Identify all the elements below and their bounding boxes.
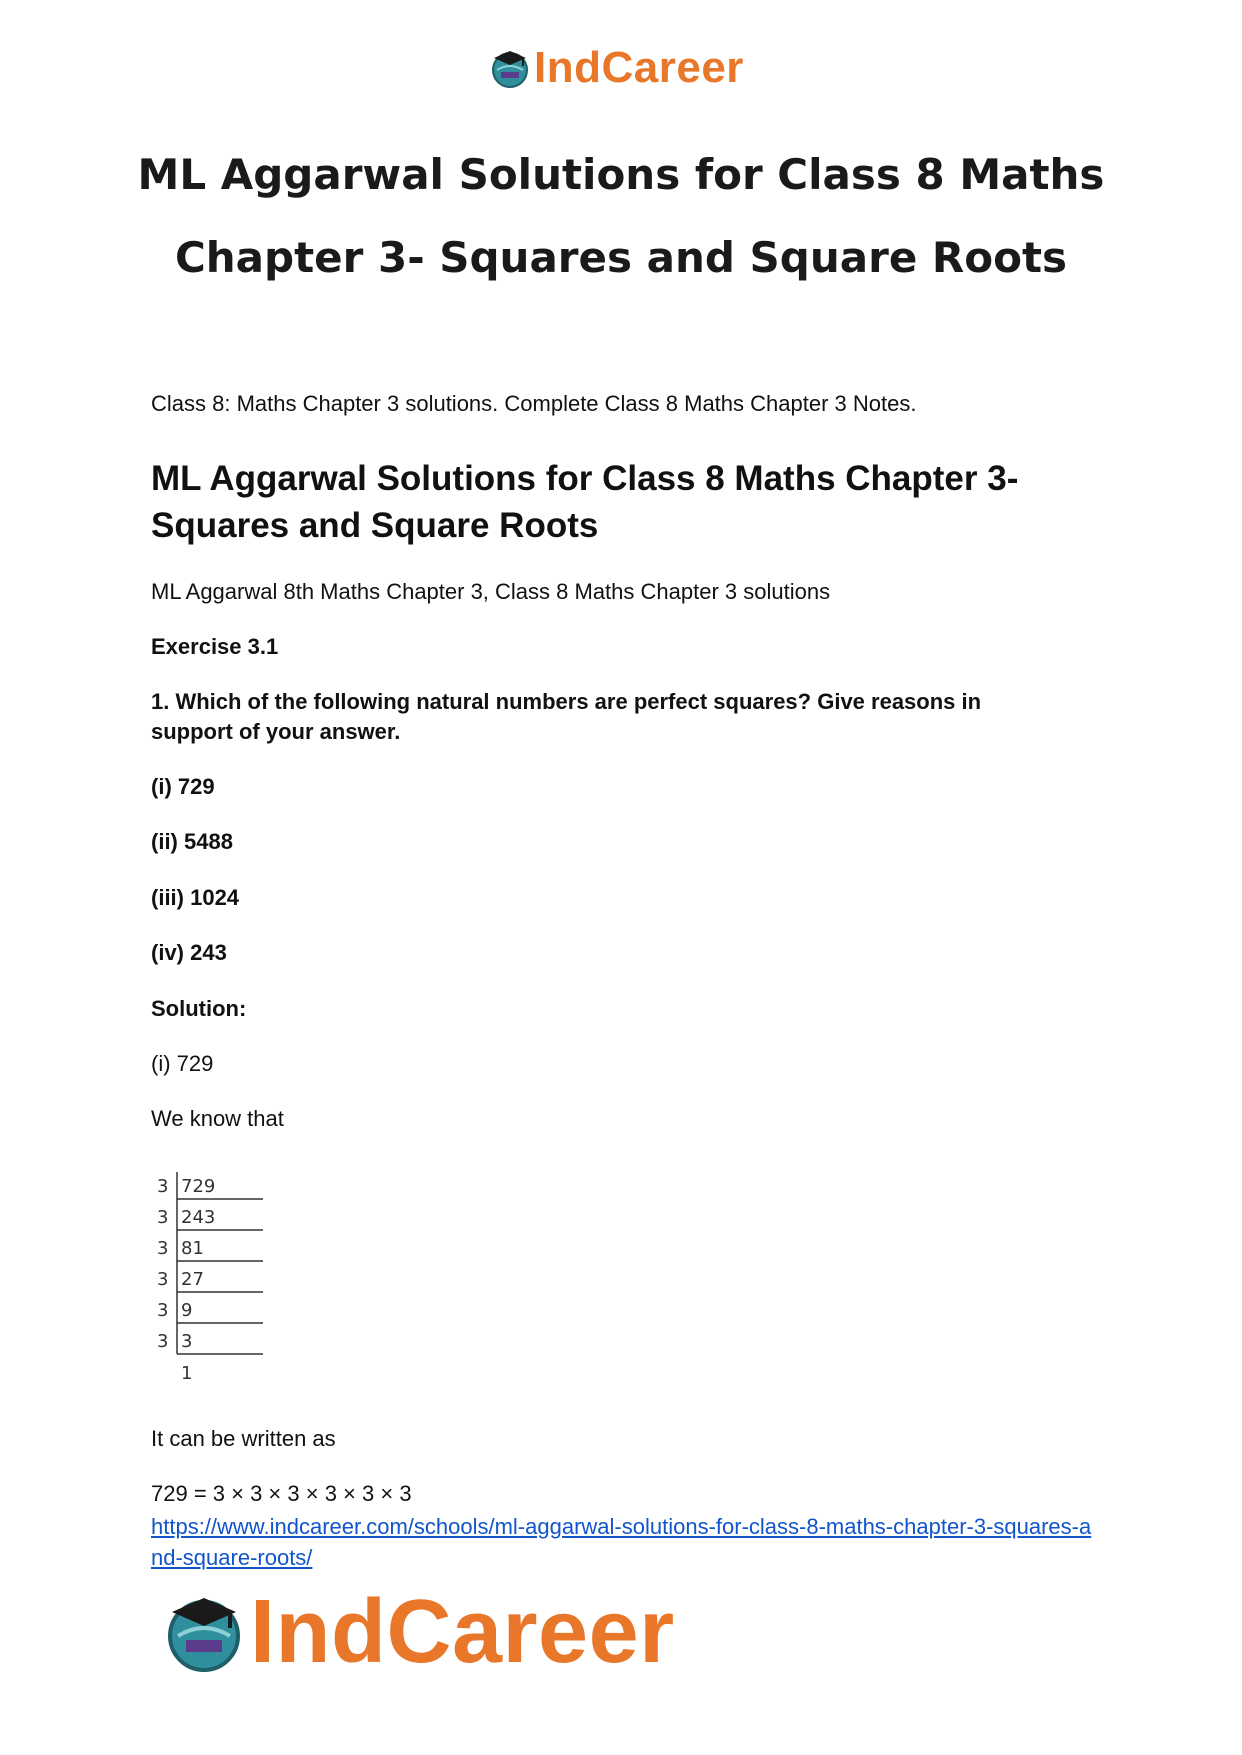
factor-divisor: 3 — [157, 1207, 169, 1228]
section-heading: ML Aggarwal Solutions for Class 8 Maths Chapter 3- Squares and Square Roots — [151, 459, 1019, 545]
intro-text: Class 8: Maths Chapter 3 solutions. Complete Class 8 Maths Chapter 3 Notes. — [151, 391, 917, 416]
factor-divisor: 3 — [157, 1176, 169, 1197]
prime-factorization-table — [155, 1170, 275, 1390]
factor-dividend: 3 — [181, 1331, 193, 1352]
factor-dividend: 243 — [181, 1207, 216, 1228]
we-know-text: We know that — [151, 1106, 284, 1131]
solution-part-label: (i) 729 — [151, 1051, 214, 1076]
option-iv: (iv) 243 — [151, 940, 227, 965]
question-text: 1. Which of the following natural numbers are perfect squares? Give reasons in support of your answer. — [151, 689, 982, 744]
indcareer-logo-bottom — [160, 1582, 675, 1682]
logo-wordmark: IndCareer — [534, 43, 744, 92]
source-link[interactable]: https://www.indcareer.com/schools/ml-aggarwal-solutions-for-class-8-maths-chapter-3-squares-and-square-roots/ — [151, 1514, 1092, 1570]
factor-dividend: 81 — [181, 1238, 204, 1259]
option-iii: (iii) 1024 — [151, 885, 240, 910]
factor-divisor: 3 — [157, 1300, 169, 1321]
page-title-line-1: ML Aggarwal Solutions for Class 8 Maths — [137, 150, 1105, 199]
solution-label: Solution: — [151, 996, 247, 1021]
factor-divisor: 3 — [157, 1238, 169, 1259]
graduation-globe-icon — [160, 1588, 248, 1676]
graduation-globe-icon — [488, 46, 532, 90]
factor-remainder: 1 — [181, 1363, 193, 1384]
factor-divisor: 3 — [157, 1269, 169, 1290]
exercise-heading: Exercise 3.1 — [151, 634, 279, 659]
logo-wordmark: IndCareer — [250, 1581, 675, 1682]
factor-divisor: 3 — [157, 1331, 169, 1352]
equation-text: 729 = 3 × 3 × 3 × 3 × 3 × 3 — [151, 1481, 412, 1506]
page-title-line-2: Chapter 3- Squares and Square Roots — [174, 233, 1068, 282]
factor-dividend: 9 — [181, 1300, 193, 1321]
written-as-text: It can be written as — [151, 1426, 336, 1451]
option-i: (i) 729 — [151, 774, 215, 799]
factor-dividend: 27 — [181, 1269, 204, 1290]
indcareer-logo-top — [488, 40, 744, 96]
subtitle-text: ML Aggarwal 8th Maths Chapter 3, Class 8 Maths Chapter 3 solutions — [151, 579, 831, 604]
factor-dividend: 729 — [181, 1176, 216, 1197]
option-ii: (ii) 5488 — [151, 829, 233, 854]
